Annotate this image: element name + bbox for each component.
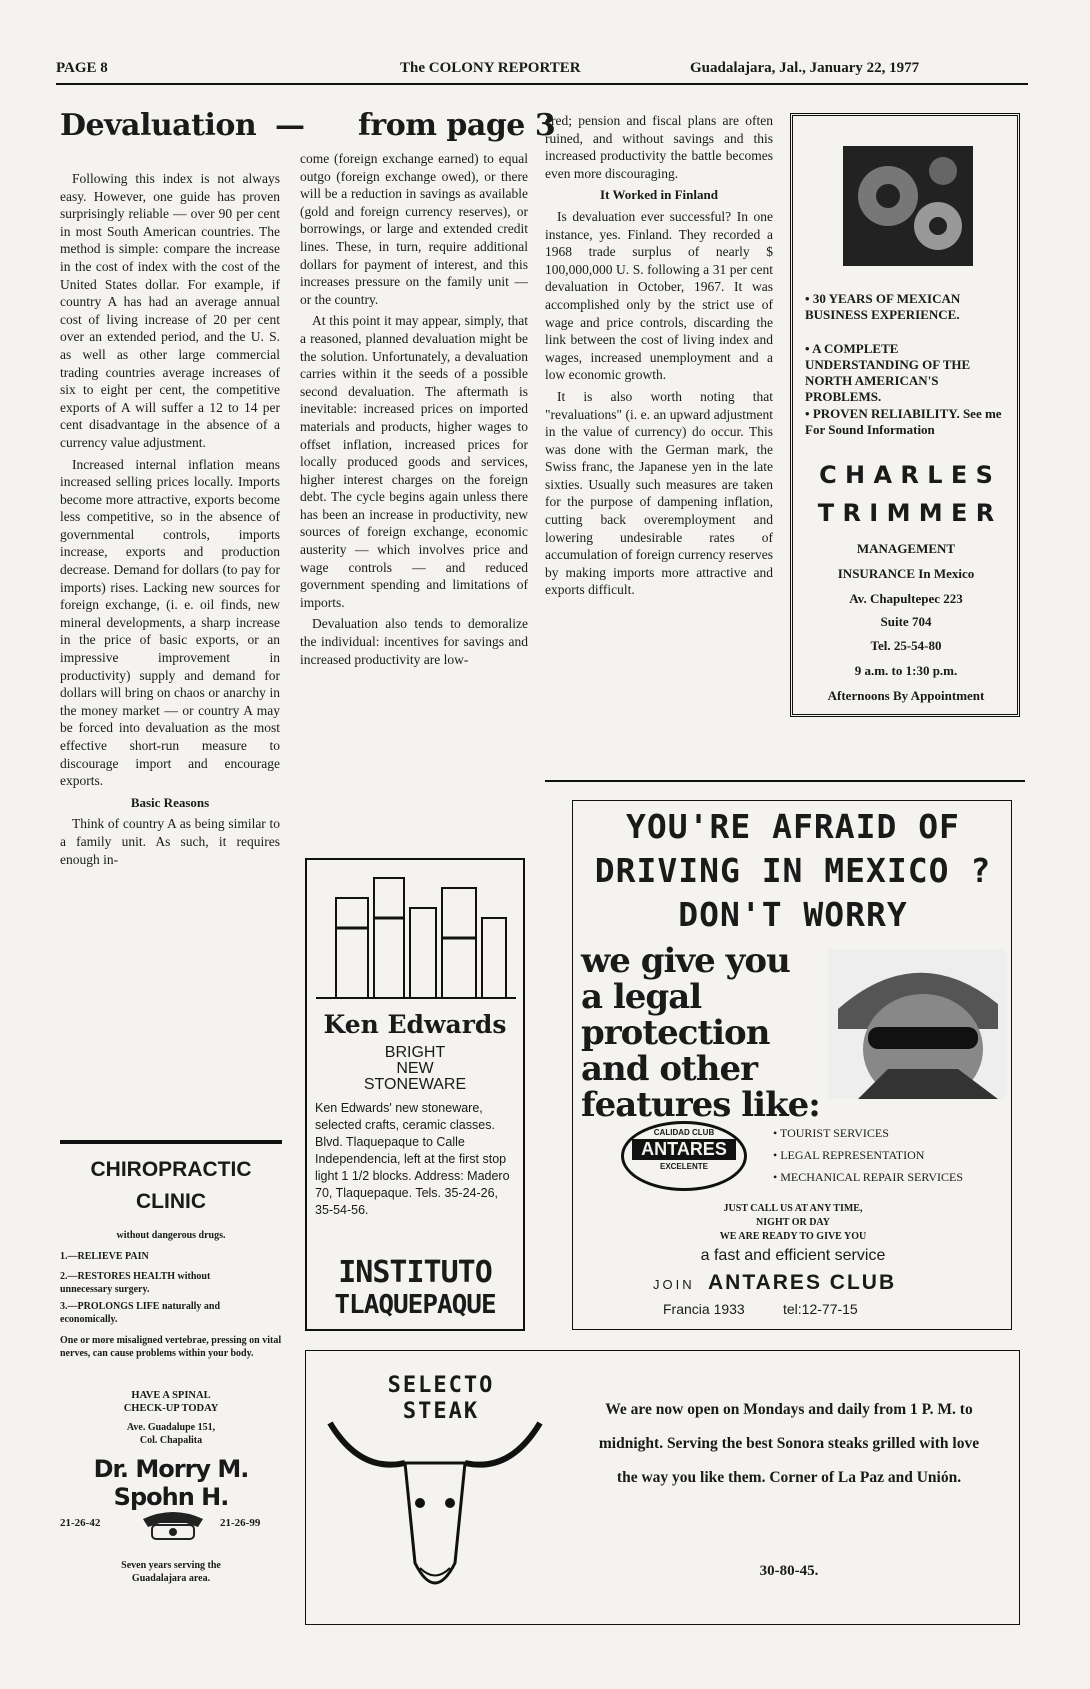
chiro-top-rule <box>60 1140 282 1144</box>
article-paragraph: come (foreign exchange earned) to equal outgo (foreign exchange owed), or there will be a reduction in savings as available (gold and foreign currency reserves), or borrowings, or large and extended credit lines. These, in turn, require additional dollars for payment of interest, and this increases pressure on the family unit — or the country. <box>300 151 528 307</box>
ken-stoneware: STONEWARE <box>363 1076 467 1093</box>
subhead-finland: It Worked in Finland <box>600 187 718 203</box>
chiro-have-2: CHECK-UP TODAY <box>123 1403 219 1414</box>
trimmer-hours: 9 a.m. to 1:30 p.m. <box>854 663 958 678</box>
chiro-seven-2: Guadalajara area. <box>131 1573 211 1584</box>
bullet-text: A COMPLETE UNDERSTANDING OF THE NORTH AMERICAN'S PROBLEMS. <box>805 341 971 404</box>
selecto-logo-1: SELECTO <box>387 1373 495 1398</box>
article-paragraph: At this point it may appear, simply, that a reasoned, planned devaluation might be the solution. Unfortunately, a devaluation carries within it the seeds of a possible second devaluation. The aftermath is inevitable: increased prices on imported materials and products, higher wages to offset inflation, increased prices for locally produced goods and services, higher interest charges on the foreign debt. The cycle begins again unless there has been an increase in productivity, new sources of foreign exchange, economic austerity — which involves price and wage controls — and reduced government spending and limitations of imports. <box>300 313 528 610</box>
article-paragraph: Devaluation also tends to demoralize the individual: incentives for savings and increased productivity are low- <box>300 616 528 667</box>
chiro-para: One or more misaligned vertebrae, pressing on vital nerves, can cause problems within your body. <box>60 1335 282 1359</box>
chiro-have-1: HAVE A SPINAL <box>131 1390 211 1401</box>
article-paragraph: Is devaluation ever successful? In one instance, yes. Finland. They recorded a 1968 trade surplus of nearly $ 100,000,000 U. S. following a 31 per cent devaluation in October, 1967. It was accomplished only by the strict use of wage and price controls, discarding the link between the cost of living index and wages, increased unemployment and a low economic growth. <box>545 208 773 383</box>
chiro-addr-2: Col. Chapalita <box>139 1435 203 1446</box>
selecto-logo-2: STEAK <box>402 1399 480 1424</box>
trimmer-tel: Tel. 25-54-80 <box>870 638 942 653</box>
chiro-without: without dangerous drugs. <box>116 1230 226 1241</box>
chiro-seven-1: Seven years serving the <box>121 1560 221 1571</box>
antares-call-3: WE ARE READY TO GIVE YOU <box>719 1231 867 1242</box>
antares-logo-main: ANTARES <box>632 1139 736 1160</box>
antares-line-2: DRIVING IN MEXICO ? <box>594 851 992 890</box>
antares-feature: • LEGAL REPRESENTATION <box>773 1148 925 1162</box>
paper-name: The COLONY REPORTER <box>400 60 581 76</box>
article-column-3 <box>545 112 773 603</box>
pottery-illustration <box>316 868 516 1003</box>
antares-phone: tel:12-77-15 <box>783 1301 858 1317</box>
antares-call-1: JUST CALL US AT ANY TIME, <box>723 1203 863 1214</box>
antares-logo-bottom: EXCELENTE <box>659 1162 708 1171</box>
gears-illustration <box>843 146 973 266</box>
antares-street: Francia 1933 <box>663 1301 745 1317</box>
antares-club: ANTARES CLUB <box>708 1271 897 1294</box>
antares-logo-top: CALIDAD CLUB <box>653 1128 715 1137</box>
chiro-title-2: CLINIC <box>136 1190 206 1213</box>
ken-bright: BRIGHT <box>384 1044 446 1061</box>
headline-left: Devaluation <box>60 108 257 143</box>
article-paragraph: Increased internal inflation means increased selling prices locally. Imports become more attractive, exports become less competitive, so in the absence of governmental controls, imports increase, exports and production decrease. Demand for dollars (to pay for imports) rises. Lacking new sources for foreign exchange, (i. e. oil finds, new mineral developments, a sharp increase in the price of basic exports, or an impressive improvement in productivity) supply and demand for dollars will bring on chaos or anarchy in the money market — or country A may be forced into devaluation as the most effective short-run measure to discourage import and encourage exports. <box>60 456 280 789</box>
trimmer-insurance: INSURANCE In Mexico <box>837 566 975 581</box>
page-number: PAGE 8 <box>56 60 108 76</box>
chiro-item: 1.—RELIEVE PAIN <box>60 1251 149 1262</box>
headline-right: from page 3 <box>358 108 556 143</box>
antares-feature: • TOURIST SERVICES <box>773 1126 889 1140</box>
dateline: Guadalajara, Jal., January 22, 1977 <box>690 60 920 76</box>
telephone-icon <box>138 1505 208 1541</box>
article-column-1 <box>60 170 280 872</box>
article-paragraph: ered; pension and fiscal plans are often ruined, and without savings and this increased productivity the battle becomes even more discouraging. <box>545 113 773 181</box>
antares-slogan: we give you a legal protection and other features like: <box>581 941 820 1125</box>
article-paragraph: It is also worth noting that "revaluations" (i. e. an upward adjustment in the value of currency) do occur. This was done with the German mark, the Swiss franc, the Japanese yen in the late sixties. Usually such measures are taken for the purpose of dampening inflation, cutting back overemployment and lowering undesirable rates of accumulation of foreign currency reserves by making imports more attractive and exports difficult. <box>545 388 773 598</box>
chiro-title-1: CHIROPRACTIC <box>90 1158 252 1181</box>
chiro-doctor: Dr. Morry M. Spohn H. <box>93 1455 249 1511</box>
instituto-logo-1: INSTITUTO <box>338 1255 492 1290</box>
chiro-tel-1: 21-26-42 <box>60 1517 101 1529</box>
trimmer-name-last: T R I M M E R <box>817 499 995 527</box>
feature-text: MECHANICAL REPAIR SERVICES <box>780 1170 964 1184</box>
feature-text: LEGAL REPRESENTATION <box>780 1148 925 1162</box>
ken-new: NEW <box>396 1060 434 1077</box>
antares-join: JOIN <box>653 1277 695 1292</box>
trimmer-name-first: C H A R L E S <box>819 461 993 489</box>
masthead-rule <box>56 83 1028 85</box>
bullet-text: 30 YEARS OF MEXICAN BUSINESS EXPERIENCE. <box>805 291 961 322</box>
antares-logo <box>621 1121 747 1191</box>
antares-feature: • MECHANICAL REPAIR SERVICES <box>773 1170 964 1184</box>
trimmer-bullet: • 30 YEARS OF MEXICAN BUSINESS EXPERIENCE. <box>805 291 961 322</box>
antares-line-1: YOU'RE AFRAID OF <box>626 807 960 846</box>
selecto-steak-ad <box>305 1350 1020 1625</box>
trimmer-afternoons: Afternoons By Appointment <box>827 688 985 703</box>
ken-edwards-ad <box>305 858 525 1331</box>
chiro-addr-1: Ave. Guadalupe 151, <box>126 1422 216 1433</box>
antares-top-rule <box>545 780 1025 782</box>
antares-ad <box>572 800 1012 1330</box>
headline-dash: — <box>275 108 305 143</box>
chiro-tel-2: 21-26-99 <box>220 1517 261 1529</box>
selecto-text: We are now open on Mondays and daily from 1 P. M. to midnight. Serving the best Sonora steaks grilled with love the way you like them. Corner of La Paz and Unión. <box>598 1401 980 1486</box>
antares-line-3: DON'T WORRY <box>678 895 908 934</box>
article-paragraph: Think of country A as being similar to a family unit. As such, it requires enough in- <box>60 816 280 867</box>
chiropractic-ad <box>60 1150 282 1630</box>
trimmer-management: MANAGEMENT <box>856 541 956 556</box>
feature-text: TOURIST SERVICES <box>779 1126 889 1140</box>
bullet-text: PROVEN RELIABILITY. See me For Sound Information <box>805 406 1002 437</box>
ken-body: Ken Edwards' new stoneware, selected crafts, ceramic classes. Blvd. Tlaquepaque to Calle Independencia, left at the first stop light 1 1/2 blocks. Address: Madero 70, Tlaquepaque. Tels. 35-24-26, 35-54-56. <box>315 1101 510 1217</box>
instituto-logo-2: TLAQUEPAQUE <box>334 1290 496 1320</box>
antares-call-2: NIGHT OR DAY <box>756 1217 830 1228</box>
selecto-phone: 30-80-45. <box>759 1563 819 1579</box>
chiro-item: 3.—PROLONGS LIFE naturally and economically. <box>60 1301 221 1325</box>
antares-service: a fast and efficient service <box>700 1247 886 1264</box>
article-column-2 <box>300 150 528 672</box>
driver-portrait <box>828 949 1006 1099</box>
chiro-item: 2.—RESTORES HEALTH without unnecessary surgery. <box>60 1271 211 1295</box>
trimmer-suite: Suite 704 <box>880 614 932 629</box>
trimmer-bullet: • PROVEN RELIABILITY. See me For Sound Information <box>805 406 1002 437</box>
subhead-basic-reasons: Basic Reasons <box>130 794 210 810</box>
trimmer-bullet: • A COMPLETE UNDERSTANDING OF THE NORTH AMERICAN'S PROBLEMS. <box>805 341 971 404</box>
trimmer-ad <box>790 113 1020 717</box>
trimmer-address: Av. Chapultepec 223 <box>849 591 963 606</box>
ken-name: Ken Edwards <box>323 1010 507 1039</box>
article-paragraph: Following this index is not always easy. However, one guide has proven surprisingly reliable — over 90 per cent in most South American countries. The method is simple: compare the increase in the cost of index with the cost of the United States dollar. For example, if country A has had an average annual cost of living increase of 20 per cent over an extended period, and the U. S. as well as other large commercial trading countries average increases of six to eight per cent, the competitive exports of A will suffer a 12 to 14 per cent disadvantage in the absence of a currency value adjustment. <box>60 171 280 450</box>
